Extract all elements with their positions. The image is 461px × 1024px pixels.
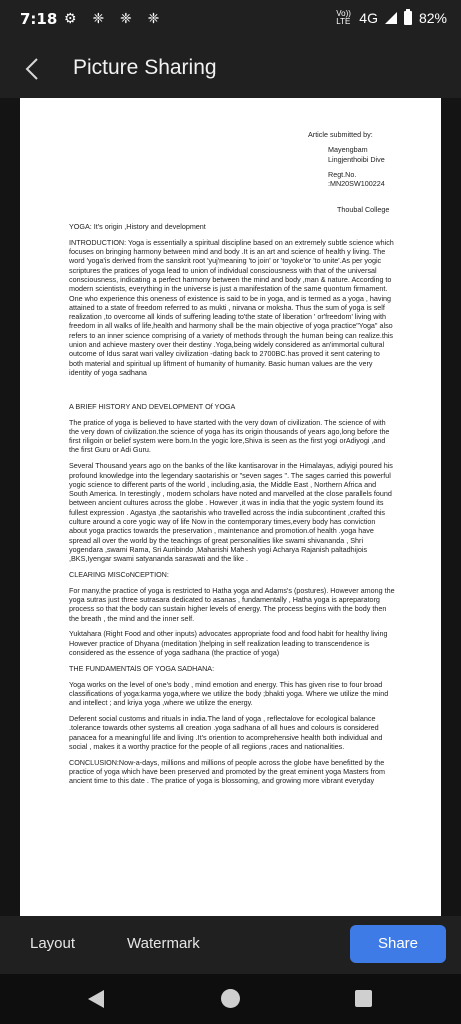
document-body (69, 222, 395, 792)
registration-label: Regt.No. (328, 169, 357, 179)
volte-icon: Vo)) LTE (336, 9, 351, 26)
status-bar (0, 0, 461, 40)
fundamentals-heading: THE FUNDAMENTAlS OF YOGA SADHANA: (69, 663, 215, 673)
chevron-left-icon[interactable] (18, 54, 48, 84)
author-name-line1: Mayengbam (328, 145, 368, 155)
registration-number: :MN20SW100224 (328, 179, 385, 189)
watermark-button[interactable]: Watermark (127, 935, 200, 952)
signal-icon (385, 12, 397, 24)
history-paragraph-2: Several Thousand years ago on the banks of the like kantisarovar in the Himalayas, adiyigi poured his profound knowledge into the legendary saotarishis or "seven sages ". The sages carried this powerful yogic science to different parts of the world , including,asia, the Middle East , Northern Africa and South America. In terestingly , modern scholars have noted and marvelled at the close parallels found between ancient cultures across the globe . However ,it was in india that the yogic system found its fullest expression . Agastya ,the saotarishis who travelled across the india subcontinent ,crafted this culture around a core yogic way of life Now in the contemporary times,every body has conviction about yoga practics towards the preservation , maintenance and promotion.of health .yoga have spread all over the world by the teachings of great personalities like swami shivananda , Shri yogendara ,swami Rama, Sri Auribindo ,Maharishi Mahesh yogi Acharya Rajanish paltadhijois ,BKS,Iyengar swami satyananda saraswati and the like . (69, 461, 393, 564)
doc-title: YOGA: It's origin ,History and development (69, 222, 206, 231)
layout-button[interactable]: Layout (30, 935, 76, 952)
battery-percent: 82% (418, 10, 447, 26)
submission-info (308, 130, 418, 188)
conclusion-paragraph: CONCLUSION:Now-a-days, millions and millions of people across the globe have benefitted by the practice of yoga which have been preserved and promoted by the great eminent yoga Masters from ancient time to this date . The pratice of yoga is blossoming, and growing more vibrant everyday (69, 757, 386, 786)
misconception-paragraph-1: For many,the practice of yoga is restricted to Hatha yoga and Adams's (postures). However among the yoga sutras just three sutrasara dedicated to asanas , fundamentally , Hatha yoga is apreparatorg process so that the body can sustain higher levels of energy. The process begins with the body then the breath , the mind and the inner self. (69, 585, 395, 623)
notification-icons: ⚙ ❈ ❈ ❈ (64, 10, 166, 26)
fundamentals-paragraph-1: Yoga works on the level of one's body , mind emotion and energy. This has given rise to four broad classifications of yoga:karma yoga,where we utilize the body ;bhakti yoga. Where we utilize the mind and intellect ; and kriya yoga ,where we utilize the energy. (69, 679, 389, 708)
share-button[interactable]: Share (350, 925, 446, 963)
status-right-group (336, 10, 447, 26)
page-title: Picture Sharing (73, 56, 217, 79)
submitted-by-label: Article submitted by: (308, 130, 373, 139)
network-type: 4G (359, 10, 378, 26)
status-time: 7:18 (20, 10, 58, 28)
introduction-paragraph: INTRODUCTION: Yoga is essentially a spiritual discipline based on an extremely subtle science which focuses on bringing harmony between mind and body .It is an art and science of health y living. The word 'yoga'is derived from the sanskrit root 'yuj'meaning 'to join' or 'toyoke'or 'to unite'.As per yogic scriptures the pratices of yoga lead to union of individual consciousness with that of the universal consciousness, indicating a perfect harmony between the mind and body ,man & nature. According to modern scientists, everything in the universe is just a manifestation of the same quontum firmament. One who experience this oneness of existence is said to be in yoga, and is termed as a yoga , having attained to a state of freedom referred to as mukti , nirvana or moksha. Thus the sum of yoga is self realization ,to overcome all kinds of suffering leading to'the state of liberation ' or'freedom' living with freedom in all walks of life,health and harmony shall be the main objective of yoga practice"Yoga" also refers to an inner science comprising of a variety of methods through the human being can realize.this union and achieve mastery over their destiny .Yoga,being widely considered as an'immortal cultural outcome of Idus sarat wari valley civilization -dating back to 2700BC.has proved it sent catering to both material and spiritual up liftment of humanity of humanity. Basic human values are the very identity of yoga sadhana (69, 237, 394, 377)
circle-home-icon[interactable] (221, 989, 240, 1008)
square-recents-icon[interactable] (355, 990, 372, 1007)
triangle-back-icon[interactable] (88, 990, 104, 1008)
fundamentals-paragraph-2: Deferent social customs and rituals in india.The land of yoga , reflectalove for ecological balance .tolerance towards other systems all creation .yoga sadhana of all hues and colours is considered panacea for a meaningful life and living .It's oriention to acomprehensive health both individual and social , makes it a worthy practice for the people of all regiions ,races and nationalities. (69, 714, 383, 751)
bottom-toolbar (0, 916, 461, 974)
author-name-line2: Lingjenthoibi Dive (328, 154, 385, 164)
history-heading: A BRIEF HISTORY AND DEVELOPMENT Of YOGA (69, 401, 236, 411)
misconception-paragraph-2: Yuktahara (Right Food and other inputs) advocates appropriate food and food habit for healthy living However practice of Dhyana (meditation )helping in self realization leading to transcendence is considered as the essence of yoga sadhana (the practice of yoga) (69, 629, 388, 658)
history-paragraph-1: The pratice of yoga is believed to have started with the very down of civilization. The science of with the very down of civilization.the science of yoga has its origin thousands of years ago,long before the first riligoin or belief system were born.In the yogic lore,Shiva is seen as the first yogi orAdiyogi ,and the first Guru or Adi Guru. (69, 417, 390, 455)
battery-icon (404, 11, 412, 25)
document-page (20, 98, 441, 916)
system-nav-bar (0, 974, 461, 1024)
college-name: Thoubal College (337, 205, 390, 214)
app-bar (0, 40, 461, 98)
misconception-heading: CLEARING MISCoNCEPTION: (69, 570, 169, 579)
document-preview-area[interactable] (0, 98, 461, 916)
